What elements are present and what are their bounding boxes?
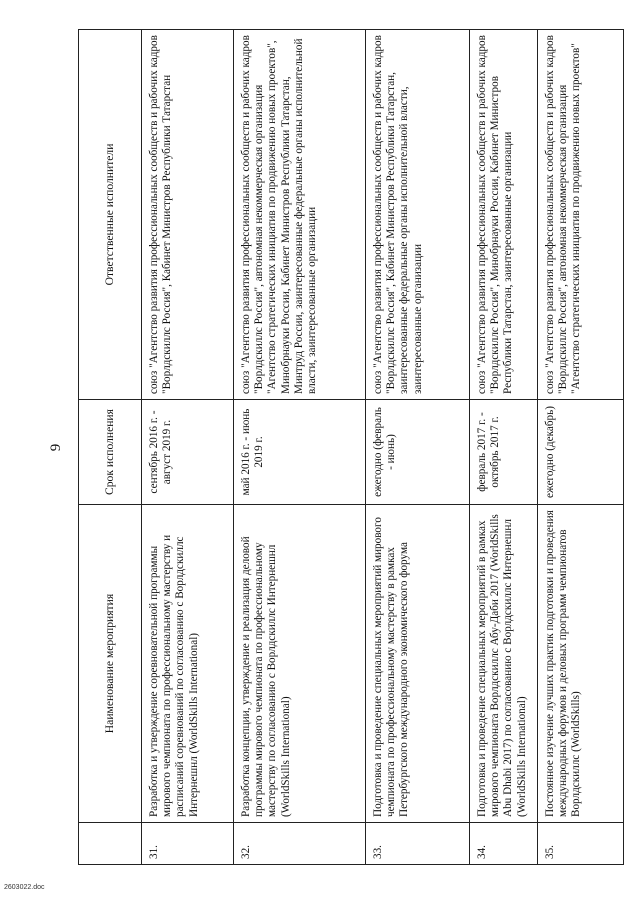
table-row (538, 30, 624, 865)
row-activity-name: Подготовка и проведение специальных мероприятий мирового чемпионата по профессиональному мастерству в рамках Петербургского международного экономического форума (366, 505, 470, 823)
row-number: 33. (366, 823, 470, 865)
row-term: сентябрь 2016 г. - август 2019 г. (142, 400, 234, 505)
row-executors: союз "Агентство развития профессиональных сообществ и рабочих кадров "Ворлдскиллс Россия", Минобрнауки России, Кабинет Министров Республики Татарстан, заинтересованные организации (470, 30, 538, 400)
plan-table (78, 29, 624, 865)
row-activity-name: Подготовка и проведение специальных мероприятий в рамках мирового чемпионата Ворлдскиллс Абу-Даби 2017 (WorldSkills Abu Dhabi 2017) по согласованию с Ворлдскиллс Интернешнл (WorldSkills International) (470, 505, 538, 823)
row-number: 35. (538, 823, 624, 865)
row-activity-name: Разработка и утверждение соревновательной программы мирового чемпионата по профессиональному мастерству и расписаний соревнований по согласованию с Ворлдскиллс Интернешнл (WorldSkills International) (142, 505, 234, 823)
row-term: февраль 2017 г. - октябрь 2017 г. (470, 400, 538, 505)
header-executors: Ответственные исполнители (79, 30, 142, 400)
document-code: 2603022.doc (4, 884, 45, 891)
row-executors: союз "Агентство развития профессиональных сообществ и рабочих кадров "Ворлдскиллс Россия", Кабинет Министров Республики Татарстан, заинтересованные федеральные органы исполнительной власти, заинтересованные организации (366, 30, 470, 400)
row-number: 34. (470, 823, 538, 865)
table-row (234, 30, 366, 865)
header-num (79, 823, 142, 865)
row-term: ежегодно (февраль - июнь) (366, 400, 470, 505)
header-term: Срок исполнения (79, 400, 142, 505)
row-activity-name: Постоянное изучение лучших практик подготовки и проведения международных форумов и деловых программ чемпионатов Ворлдскиллс (WorldSkills) (538, 505, 624, 823)
row-number: 32. (234, 823, 366, 865)
row-term: ежегодно (декабрь) (538, 400, 624, 505)
row-executors: союз "Агентство развития профессиональных сообществ и рабочих кадров "Ворлдскиллс Россия", Кабинет Министров Республики Татарстан (142, 30, 234, 400)
row-activity-name: Разработка концепции, утверждение и реализация деловой программы мирового чемпионата по профессиональному мастерству по согласованию с Ворлдскиллс Интернешнл (WorldSkills International) (234, 505, 366, 823)
table-header-row (79, 30, 142, 865)
row-executors: союз "Агентство развития профессиональных сообществ и рабочих кадров "Ворлдскиллс Россия", автономная некоммерческая организация "Агентство стратегических инициатив по продвижению новых проектов", Минобрнауки России, Кабинет Министров Республики Татарстан, Минтруд России, заинтересованные федеральные органы исполнительной власти, заинтересованные организации (234, 30, 366, 400)
header-name: Наименование мероприятия (79, 505, 142, 823)
page-number: 9 (48, 443, 64, 452)
row-executors: союз "Агентство развития профессиональных сообществ и рабочих кадров "Ворлдскиллс Россия", автономная некоммерческая организация "Агентство стратегических инициатив по продвижению новых проектов" (538, 30, 624, 400)
rotated-page (40, 30, 600, 865)
row-number: 31. (142, 823, 234, 865)
row-term: май 2016 г. - июнь 2019 г. (234, 400, 366, 505)
table-row (470, 30, 538, 865)
table-row (142, 30, 234, 865)
table-row (366, 30, 470, 865)
